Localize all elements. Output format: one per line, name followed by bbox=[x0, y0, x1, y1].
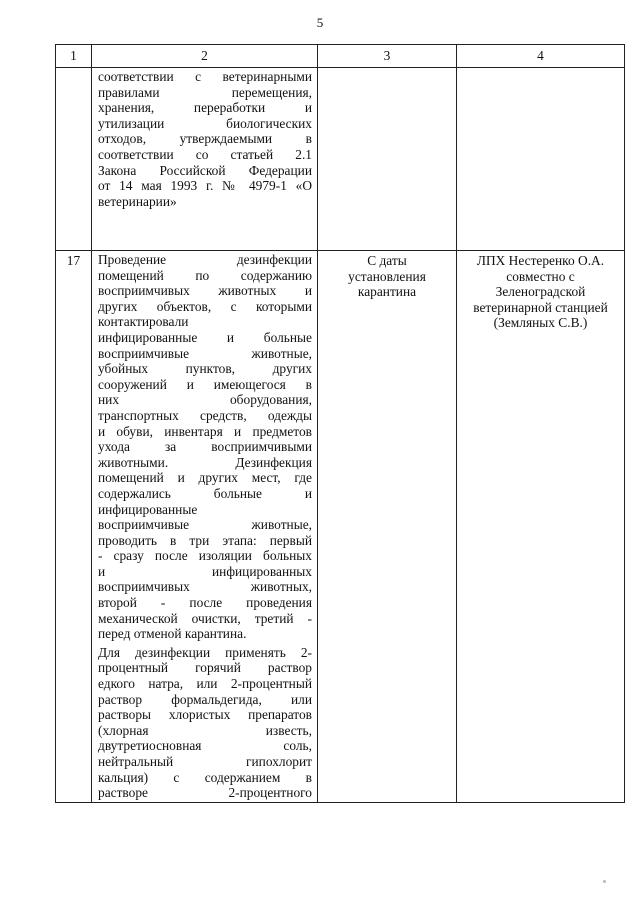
text-line: раствор формальдегида, или bbox=[98, 691, 312, 707]
responsible-line: ЛПХ Нестеренко О.А. bbox=[476, 253, 605, 268]
text-line: транспортных средств, одежды bbox=[98, 407, 312, 423]
text-line: содержались больные и bbox=[98, 485, 312, 501]
text-line: двутретиосновная соль, bbox=[98, 738, 312, 754]
header-cell: 3 bbox=[318, 45, 457, 68]
header-cell: 2 bbox=[92, 45, 318, 68]
text-line: - сразу после изоляции больных bbox=[98, 548, 312, 564]
deadline-cell bbox=[318, 251, 457, 803]
text-line: других объектов, с которыми bbox=[98, 298, 312, 314]
text-line: утилизации биологических bbox=[98, 115, 312, 131]
responsible-cell bbox=[457, 68, 625, 251]
table-row bbox=[56, 251, 625, 803]
text-line: от 14 мая 1993 г. № 4979-1 «О bbox=[98, 178, 312, 194]
text-line: и инфицированных bbox=[98, 563, 312, 579]
text-line: правилами перемещения, bbox=[98, 84, 312, 100]
responsible-line: совместно с bbox=[506, 268, 575, 284]
measures-table bbox=[55, 44, 625, 803]
deadline-line: С даты bbox=[367, 253, 407, 268]
text-line: проводить в три этапа: первый bbox=[98, 532, 312, 548]
text-line: соответствии с ветеринарными bbox=[98, 69, 312, 84]
text-line: соответствии со статьей 2.1 bbox=[98, 146, 312, 162]
table-row bbox=[56, 68, 625, 251]
text-line: Закона Российской Федерации bbox=[98, 162, 312, 178]
text-line: растворе 2-процентного bbox=[98, 785, 312, 801]
text-line: ветеринарии» bbox=[98, 193, 177, 209]
text-line: инфицированные и больные bbox=[98, 329, 312, 345]
text-line: ухода за восприимчивыми bbox=[98, 439, 312, 455]
text-line: помещений и других мест, где bbox=[98, 470, 312, 486]
text-line: восприимчивые животные, bbox=[98, 517, 312, 533]
measure-text-cell bbox=[92, 251, 318, 803]
deadline-line: карантина bbox=[357, 284, 417, 300]
header-cell: 4 bbox=[457, 45, 625, 68]
text-line: восприимчивых животных и bbox=[98, 283, 312, 299]
responsible-line: Зеленоградской bbox=[495, 284, 586, 300]
text-line: (хлорная известь, bbox=[98, 722, 312, 738]
page-number: 5 bbox=[316, 15, 324, 30]
measure-text-cell bbox=[92, 68, 318, 251]
deadline-line: установления bbox=[348, 268, 426, 284]
text-line: них оборудования, bbox=[98, 392, 312, 408]
row-number-cell: 17 bbox=[56, 251, 92, 803]
text-line: сооружений и имеющегося в bbox=[98, 376, 312, 392]
text-line: инфицированные bbox=[98, 501, 198, 517]
row-number-cell bbox=[56, 68, 92, 251]
text-line: отходов, утверждаемыми в bbox=[98, 131, 312, 147]
text-line: процентный горячий раствор bbox=[98, 660, 312, 676]
text-line: помещений по содержанию bbox=[98, 267, 312, 283]
text-line: растворы хлористых препаратов bbox=[98, 707, 312, 723]
text-line: убойных пунктов, других bbox=[98, 361, 312, 377]
text-line: восприимчивые животные, bbox=[98, 345, 312, 361]
responsible-line: ветеринарной станцией bbox=[473, 299, 608, 315]
text-line: восприимчивых животных, bbox=[98, 579, 312, 595]
text-line: второй - после проведения bbox=[98, 595, 312, 611]
text-line: механической очистки, третий - bbox=[98, 610, 312, 626]
text-line: хранения, переработки и bbox=[98, 100, 312, 116]
table-header-row bbox=[56, 45, 625, 68]
text-line: едкого натра, или 2-процентный bbox=[98, 676, 312, 692]
text-line: Для дезинфекции применять 2- bbox=[98, 644, 312, 660]
deadline-cell bbox=[318, 68, 457, 251]
text-line: кальция) с содержанием в bbox=[98, 769, 312, 785]
text-line: и обуви, инвентаря и предметов bbox=[98, 423, 312, 439]
responsible-cell bbox=[457, 251, 625, 803]
scan-speck bbox=[603, 880, 606, 883]
text-line: контактировали bbox=[98, 314, 189, 330]
text-line: перед отменой карантина. bbox=[98, 626, 247, 642]
header-cell: 1 bbox=[56, 45, 92, 68]
responsible-line: (Земляных С.В.) bbox=[493, 315, 588, 331]
text-line: Проведение дезинфекции bbox=[98, 252, 312, 267]
text-line: животными. Дезинфекция bbox=[98, 454, 312, 470]
text-line: нейтральный гипохлорит bbox=[98, 754, 312, 769]
